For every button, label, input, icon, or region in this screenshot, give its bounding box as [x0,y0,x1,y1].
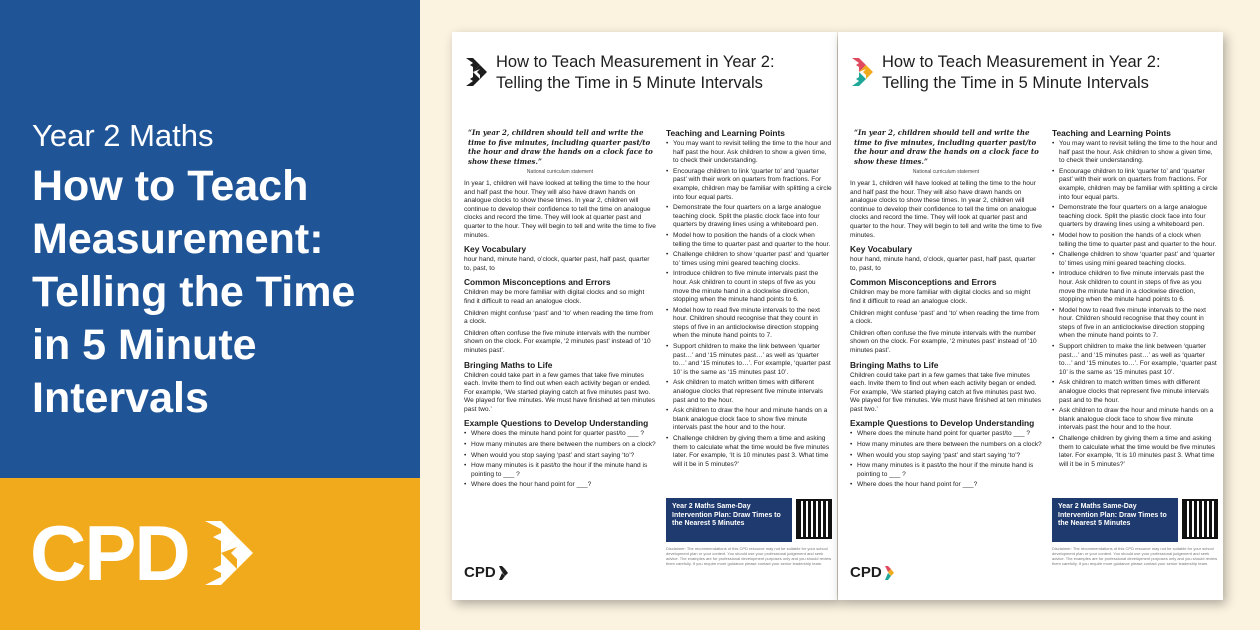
document-title-line: How to Teach Measurement in Year 2: [496,53,775,71]
list-item: • Demonstrate the four quarters on a large analogue teaching clock. Split the plastic clock face into four quarters by drawing lines using a whiteboard pen. [666,204,832,230]
intervention-plan-box: Year 2 Maths Same-Day Intervention Plan: Draw Times to the Nearest 5 Minutes [666,498,792,542]
section-heading: Teaching and Learning Points [666,128,785,138]
list-item: • Introduce children to five minute intervals past the hour. Ask children to count in steps of five as you move the minute hand in a clockwise direction, stopping when the minute hand points to 6. [1052,270,1218,304]
section-heading: Example Questions to Develop Understanding [464,418,649,429]
disclaimer: Disclaimer: The recommendations of this CPD resource may not be suitable for your school development plan or your context. You should use your professional judgement and seek advice. The examples are for professional development purposes only and you should review them carefully. If you require more guidance please contact your senior leadership team. [666,546,832,566]
footer-cpd-text: CPD [850,564,882,581]
intervention-plan-box: Year 2 Maths Same-Day Intervention Plan: Draw Times to the Nearest 5 Minutes [1052,498,1178,542]
teaching-points-list [666,140,832,469]
bringing-maths-paragraph: Children could take part in a few games that take five minutes each. Invite them to find out when each activity began or ended. For example, ‘We started playing catch at five minutes past two. We played for five minutes. We must have finished at ten minutes past two.’ [464,371,656,413]
document-page-front [838,32,1223,600]
footer-cpd-logo [464,564,509,581]
section-heading: Example Questions to Develop Understanding [850,418,1035,429]
document-title [496,52,775,94]
list-item: • Encourage children to link ‘quarter to’ and ‘quarter past’ with their work on quarters from fractions. For example, children may be familiar with splitting a circle into four equal parts. [1052,168,1218,202]
list-item: • Challenge children to show ‘quarter past’ and ‘quarter to’ times using mini geared teaching clocks. [666,251,832,268]
list-item: • You may want to revisit telling the time to the hour and half past the hour. Ask children to show a given time, to check their understanding. [1052,140,1218,166]
document-page-back [452,32,837,600]
document-right-column [1052,128,1218,471]
headline-line: Intervals [32,374,209,422]
chevrons-right-icon [499,566,509,580]
list-item: • How many minutes is it past/to the hour if the minute hand is pointing to ___ ? [850,462,1042,479]
list-item: • Model how to position the hands of a clock when telling the time to quarter past and quarter to the hour. [666,232,832,249]
banner-gold-panel [0,478,420,630]
list-item: • Ask children to draw the hour and minute hands on a blank analogue clock face to show five minute intervals past the hour and to the hour. [1052,407,1218,433]
list-item: • When would you stop saying ‘past’ and start saying ‘to’? [850,452,1042,461]
footer-cpd-logo [850,564,895,581]
chevrons-logo-icon [464,56,490,92]
disclaimer: Disclaimer: The recommendations of this CPD resource may not be suitable for your school development plan or your context. You should use your professional judgement and seek advice. The examples are for professional development purposes only and you should review them carefully. If you require more guidance please contact your senior leadership team. [1052,546,1218,566]
list-item: • Ask children to draw the hour and minute hands on a blank analogue clock face to show five minute intervals past the hour and to the hour. [666,407,832,433]
chevrons-right-icon [199,517,259,589]
misconception-item: Children might confuse ‘past’ and ‘to’ when reading the time from a clock. [464,309,653,326]
list-item: • How many minutes are there between the numbers on a clock? [850,441,1042,450]
bringing-maths-paragraph: Children could take part in a few games that take five minutes each. Invite them to find out when each activity began or ended. For example, ‘We started playing catch at five minutes past two. We played for five minutes. We must have finished at ten minutes past two.’ [850,371,1042,413]
list-item: • Ask children to match written times with different analogue clocks that represent five minute intervals past and to the hour. [666,379,832,405]
list-item: • Support children to make the link between ‘quarter past…’ and ‘15 minutes past…’ as well as ‘quarter to…’ and ‘15 minutes to…’. For example, ‘quarter past 10’ is the same as ‘15 minutes past 10’. [1052,343,1218,377]
document-right-column [666,128,832,471]
list-item: • Encourage children to link ‘quarter to’ and ‘quarter past’ with their work on quarters from fractions. For example, children may be familiar with splitting a circle into four equal parts. [666,168,832,202]
list-item: • How many minutes are there between the numbers on a clock? [464,441,656,450]
curriculum-quote: “In year 2, children should tell and write the time to five minutes, including quarter past/to the hour and draw the hands on a clock face to show these times.” [854,128,1039,166]
misconception-item: Children might confuse ‘past’ and ‘to’ when reading the time from a clock. [850,309,1039,326]
key-vocabulary: hour hand, minute hand, o’clock, quarter past, half past, quarter to, past, to [464,256,650,272]
document-title-line: How to Teach Measurement in Year 2: [882,53,1161,71]
headline-line: How to Teach [32,162,309,210]
list-item: • Challenge children to show ‘quarter past’ and ‘quarter to’ times using mini geared teaching clocks. [1052,251,1218,268]
document-header [464,52,829,94]
chevrons-right-icon [885,566,895,580]
qr-code-icon [796,499,832,539]
banner-headline [32,160,392,425]
document-title-line: Telling the Time in 5 Minute Intervals [882,74,1149,92]
quote-source: National curriculum statement [526,169,594,175]
chevrons-logo-icon [850,56,876,92]
list-item: • Where does the hour hand point for ___? [850,481,1042,490]
section-heading: Teaching and Learning Points [1052,128,1171,138]
document-header [850,52,1215,94]
document-left-column [850,128,1042,492]
questions-list [850,430,1042,490]
section-heading: Bringing Maths to Life [464,359,553,370]
document-title [882,52,1161,94]
banner [0,0,420,630]
teaching-points-list [1052,140,1218,469]
document-left-column [464,128,656,492]
list-item: • Support children to make the link between ‘quarter past…’ and ‘15 minutes past…’ as well as ‘quarter to…’ and ‘15 minutes to…’. For example, ‘quarter past 10’ is the same as ‘15 minutes past 10’. [666,343,832,377]
cpd-logo [30,508,259,598]
list-item: • Model how to read five minute intervals to the next hour. Children should recognise that they count in steps of five in an anticlockwise direction stopping when the minute hand points to 7. [666,307,832,341]
list-item: • Introduce children to five minute intervals past the hour. Ask children to count in steps of five as you move the minute hand in a clockwise direction, stopping when the minute hand points to 6. [666,270,832,304]
curriculum-quote: “In year 2, children should tell and write the time to five minutes, including quarter past/to the hour and draw the hands on a clock face to show these times.” [468,128,653,166]
section-heading: Common Misconceptions and Errors [850,277,997,288]
cpd-logo-text: CPD [30,509,189,597]
list-item: • You may want to revisit telling the time to the hour and half past the hour. Ask children to show a given time, to check their understanding. [666,140,832,166]
key-vocabulary: hour hand, minute hand, o’clock, quarter past, half past, quarter to, past, to [850,256,1036,272]
list-item: • Challenge children by giving them a time and asking them to calculate what the time would be five minutes later. For example, ‘It is 10 minutes past 3. What time will it be in 5 minutes?’ [1052,435,1218,469]
misconception-item: Children often confuse the five minute intervals with the number shown on the clock. For example, ‘2 minutes past’ instead of ‘10 minutes past’. [850,329,1037,354]
headline-line: Telling the Time [32,268,356,316]
misconception-item: Children often confuse the five minute intervals with the number shown on the clock. For example, ‘2 minutes past’ instead of ‘10 minutes past’. [464,329,651,354]
list-item: • Demonstrate the four quarters on a large analogue teaching clock. Split the plastic clock face into four quarters by drawing lines using a whiteboard pen. [1052,204,1218,230]
list-item: • Where does the hour hand point for ___? [464,481,656,490]
list-item: • Model how to read five minute intervals to the next hour. Children should recognise that they count in steps of five in an anticlockwise direction stopping when the minute hand points to 7. [1052,307,1218,341]
list-item: • Challenge children by giving them a time and asking them to calculate what the time would be five minutes later. For example, ‘It is 10 minutes past 3. What time will it be in 5 minutes?’ [666,435,832,469]
section-heading: Key Vocabulary [464,244,527,255]
misconception-item: Children may be more familiar with digital clocks and so might find it difficult to read an analogue clock. [464,289,645,305]
list-item: • How many minutes is it past/to the hour if the minute hand is pointing to ___ ? [464,462,656,479]
headline-line: in 5 Minute [32,321,257,369]
intro-paragraph: In year 1, children will have looked at telling the time to the hour and half past the hour. They will also have drawn hands on analogue clocks to show these times. In year 2, children will continue to develop their confidence to tell the time on analogue clocks and record the time. They will look at quarter past and quarter to the hour. They will begin to tell and write the time to five minutes. [850,180,1042,239]
list-item: • Where does the minute hand point for quarter past/to ___ ? [850,430,1042,439]
quote-source: National curriculum statement [912,169,980,175]
questions-list [464,430,656,490]
headline-line: Measurement: [32,215,324,263]
list-item: • Where does the minute hand point for quarter past/to ___ ? [464,430,656,439]
section-heading: Common Misconceptions and Errors [464,277,611,288]
list-item: • Ask children to match written times with different analogue clocks that represent five minute intervals past and to the hour. [1052,379,1218,405]
list-item: • Model how to position the hands of a clock when telling the time to quarter past and quarter to the hour. [1052,232,1218,249]
banner-blue-panel [0,0,420,478]
list-item: • When would you stop saying ‘past’ and start saying ‘to’? [464,452,656,461]
qr-code-icon [1182,499,1218,539]
misconception-item: Children may be more familiar with digital clocks and so might find it difficult to read an analogue clock. [850,289,1031,305]
section-heading: Bringing Maths to Life [850,359,939,370]
document-title-line: Telling the Time in 5 Minute Intervals [496,74,763,92]
intro-paragraph: In year 1, children will have looked at telling the time to the hour and half past the hour. They will also have drawn hands on analogue clocks to show these times. In year 2, children will continue to develop their confidence to tell the time on analogue clocks and record the time. They will look at quarter past and quarter to the hour. They will begin to tell and write the time to five minutes. [464,180,656,239]
banner-subject: Year 2 Maths [32,118,214,153]
footer-cpd-text: CPD [464,564,496,581]
section-heading: Key Vocabulary [850,244,913,255]
